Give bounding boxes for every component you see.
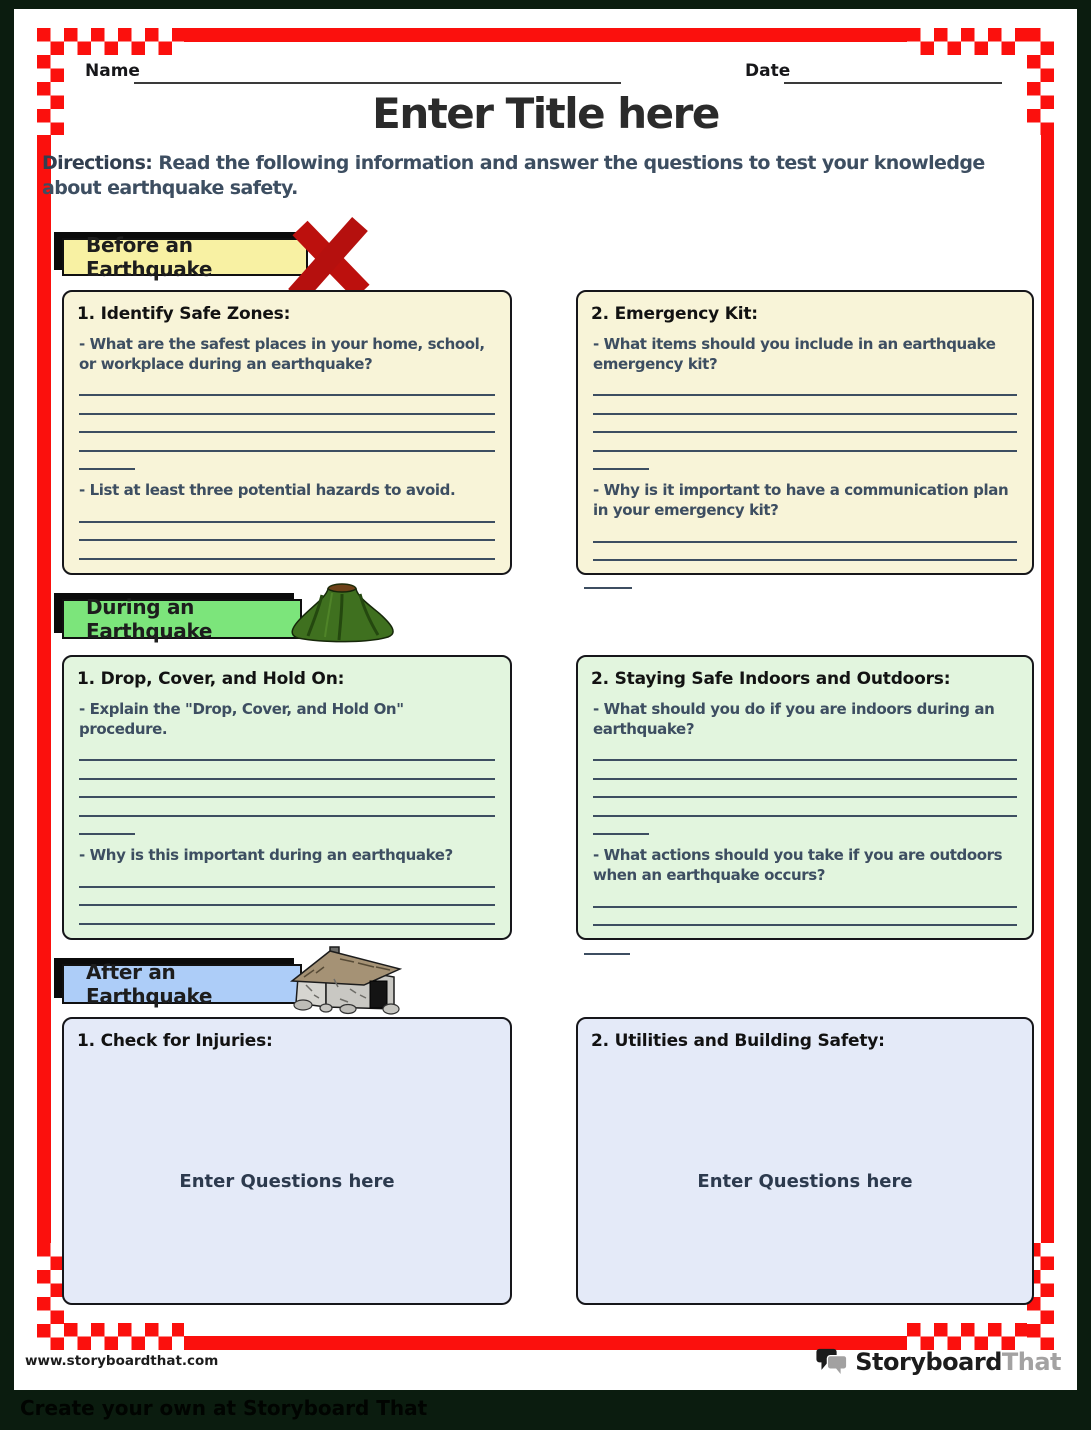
- question-card-before-2: [576, 290, 1034, 575]
- section-label: After an Earthquake: [86, 960, 213, 1008]
- card-heading: 2. Utilities and Building Safety:: [591, 1031, 885, 1051]
- question-text: - Why is it important to have a communication plan in your emergency kit?: [593, 481, 1009, 520]
- page-title[interactable]: Enter Title here: [372, 89, 719, 138]
- question-card-during-1: [62, 655, 512, 940]
- card-heading: 1. Drop, Cover, and Hold On:: [77, 669, 345, 689]
- answer-line[interactable]: [79, 761, 495, 780]
- answer-line[interactable]: [79, 541, 495, 560]
- border-checker-corner: [37, 1243, 64, 1350]
- question-text: - Why is this important during an earthquake?: [79, 846, 453, 865]
- answer-line[interactable]: [79, 433, 495, 452]
- question-card-after-2: [576, 1017, 1034, 1305]
- answer-line[interactable]: [79, 798, 495, 817]
- volcano-icon: [284, 581, 400, 643]
- answer-line[interactable]: [593, 415, 1017, 434]
- answer-line[interactable]: [79, 925, 135, 940]
- question-card-before-1: [62, 290, 512, 575]
- date-label: Date: [745, 61, 791, 81]
- question-text: - Explain the "Drop, Cover, and Hold On" procedure.: [79, 700, 404, 738]
- answer-line[interactable]: [79, 415, 495, 434]
- answer-line[interactable]: [593, 889, 1017, 908]
- card-heading: 2. Staying Safe Indoors and Outdoors:: [591, 669, 951, 689]
- section-label: Before an Earthquake: [86, 233, 213, 281]
- directions-body: Read the following information and answer the questions to test your knowledge about earthquake safety.: [42, 152, 985, 200]
- section-header-before: [62, 233, 308, 281]
- border-bar-right: [1041, 28, 1055, 1350]
- directions-label: Directions:: [42, 152, 153, 174]
- speech-bubbles-icon: [816, 1346, 848, 1377]
- date-field-line[interactable]: [784, 61, 1002, 84]
- card-heading: 1. Identify Safe Zones:: [77, 304, 291, 324]
- answer-line[interactable]: [584, 953, 630, 955]
- answer-line[interactable]: [79, 504, 495, 523]
- stone-house-icon: [290, 945, 402, 1015]
- section-label: During an Earthquake: [86, 595, 213, 643]
- card-heading: 1. Check for Injuries:: [77, 1031, 273, 1051]
- answer-line[interactable]: [593, 817, 649, 836]
- answer-line[interactable]: [79, 396, 495, 415]
- answer-line[interactable]: [79, 523, 495, 542]
- answer-line[interactable]: [593, 452, 649, 471]
- answer-line[interactable]: [593, 908, 1017, 927]
- answer-line[interactable]: [593, 780, 1017, 799]
- answer-line[interactable]: [593, 543, 1017, 562]
- question-text: - List at least three potential hazards to avoid.: [79, 481, 456, 500]
- card-heading: 2. Emergency Kit:: [591, 304, 758, 324]
- questions-placeholder[interactable]: Enter Questions here: [697, 1171, 913, 1192]
- answer-line[interactable]: [593, 761, 1017, 780]
- answer-line[interactable]: [593, 561, 1017, 575]
- answer-line[interactable]: [79, 378, 495, 397]
- question-text: - What items should you include in an earthquake emergency kit?: [593, 335, 996, 373]
- answer-line[interactable]: [593, 743, 1017, 762]
- name-field-line[interactable]: [134, 61, 621, 84]
- storyboardthat-logo[interactable]: [816, 1346, 1061, 1377]
- name-label: Name: [85, 61, 140, 81]
- question-card-after-1: [62, 1017, 512, 1305]
- answer-line[interactable]: [79, 743, 495, 762]
- logo-text-primary: Storyboard: [855, 1347, 1002, 1376]
- answer-line[interactable]: [79, 817, 135, 836]
- section-header-after: [62, 960, 302, 1008]
- question-card-during-2: [576, 655, 1034, 940]
- answer-line[interactable]: [593, 396, 1017, 415]
- answer-line[interactable]: [593, 378, 1017, 397]
- website-url[interactable]: www.storyboardthat.com: [25, 1353, 219, 1369]
- answer-line[interactable]: [593, 798, 1017, 817]
- answer-line[interactable]: [79, 869, 495, 888]
- answer-line[interactable]: [593, 524, 1017, 543]
- create-your-own-tagline: Create your own at Storyboard That: [20, 1396, 428, 1420]
- border-bar-top: [37, 28, 1054, 42]
- questions-placeholder[interactable]: Enter Questions here: [179, 1171, 395, 1192]
- answer-line[interactable]: [79, 452, 135, 471]
- section-header-during: [62, 595, 302, 643]
- logo-text-secondary: That: [1001, 1347, 1061, 1376]
- directions-text: [42, 151, 1030, 201]
- question-text: - What should you do if you are indoors during an earthquake?: [593, 700, 995, 738]
- answer-line[interactable]: [79, 906, 495, 925]
- answer-line[interactable]: [584, 587, 632, 589]
- question-text: - What actions should you take if you are outdoors when an earthquake occurs?: [593, 846, 1003, 885]
- border-bar-left: [37, 28, 51, 1350]
- question-text: - What are the safest places in your home, school, or workplace during an earthquake?: [79, 335, 485, 373]
- answer-line[interactable]: [79, 780, 495, 799]
- worksheet-page: [14, 9, 1077, 1390]
- answer-line[interactable]: [79, 888, 495, 907]
- answer-line[interactable]: [593, 433, 1017, 452]
